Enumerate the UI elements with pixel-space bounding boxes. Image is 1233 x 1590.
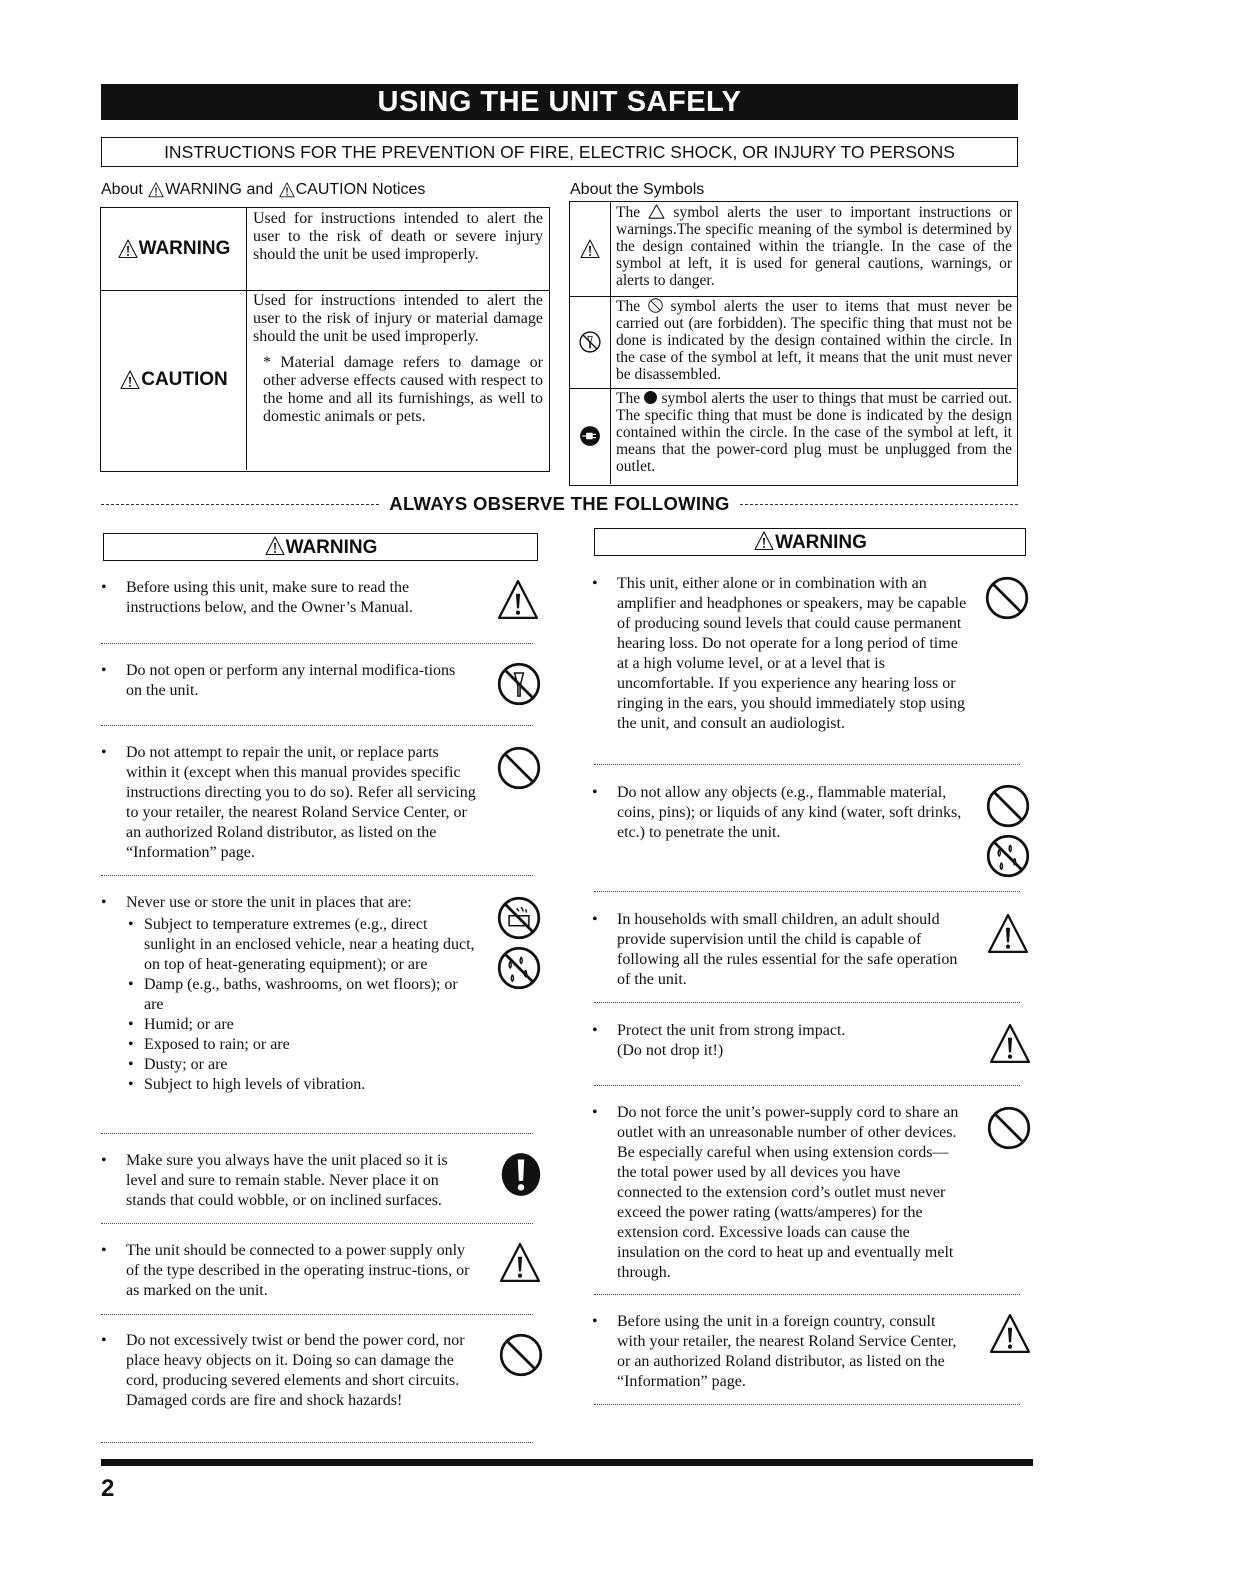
symbol-mandatory-row bbox=[570, 388, 1017, 484]
places-item: • Dusty; or are bbox=[126, 1055, 476, 1075]
triangle-icon bbox=[648, 204, 665, 219]
bullet: • bbox=[101, 579, 107, 596]
symbol-prohibit-pre: The bbox=[616, 298, 641, 315]
left-item-4-text: Never use or store the unit in places that are: bbox=[126, 894, 412, 911]
places-item: • Damp (e.g., baths, washrooms, on wet floors); or are bbox=[126, 975, 476, 1015]
left-item-5 bbox=[101, 1151, 546, 1216]
symbol-triangle-post: symbol alerts the user to important instructions or warnings.The specific meaning of the symbol is determined by the design contained within the triangle. In the case of the symbol at left, it is used for general cautions, warnings, or alerts to danger. bbox=[616, 204, 1013, 289]
left-item-6 bbox=[101, 1241, 546, 1306]
right-item-1-text: This unit, either alone or in combination with an amplifier and headphones or speakers, may be capable of producing sound levels that could cause permanent hearing loss. Do not operate for a long period of time at a high volume level, or at a level that is uncomfortable. If you experience any hearing loss or ringing in the ears, you should immediately stop using the unit, and consult an audiologist. bbox=[617, 575, 967, 732]
symbol-triangle-cell bbox=[570, 202, 611, 296]
right-item-1 bbox=[592, 574, 1037, 759]
prohibition-icon bbox=[987, 1106, 1031, 1150]
bullet: • bbox=[101, 744, 107, 761]
warning-triangle-icon bbox=[753, 531, 775, 551]
separator bbox=[594, 764, 1020, 765]
no-heat-sunlight-icon bbox=[497, 896, 541, 940]
footer-rule bbox=[101, 1459, 1033, 1466]
right-item-3 bbox=[592, 910, 1037, 995]
caution-triangle-icon bbox=[278, 182, 296, 198]
bullet: • bbox=[101, 662, 107, 679]
notice-caution-row bbox=[101, 290, 549, 470]
prohibition-icon bbox=[499, 1333, 543, 1377]
subtitle: INSTRUCTIONS FOR THE PREVENTION OF FIRE, ELECTRIC SHOCK, OR INJURY TO PERSONS bbox=[101, 137, 1018, 167]
bullet: • bbox=[101, 894, 107, 911]
no-disassembly-icon bbox=[497, 662, 541, 706]
caution-triangle-icon bbox=[987, 1313, 1033, 1355]
left-item-1-text: Before using this unit, make sure to read the instructions below, and the Owner’s Manual. bbox=[126, 579, 414, 616]
right-item-2 bbox=[592, 783, 1037, 848]
about-warning: WARNING bbox=[165, 181, 242, 198]
symbol-mandatory-pre: The bbox=[616, 390, 641, 407]
prohibition-icon bbox=[986, 784, 1030, 828]
about-notices-label bbox=[101, 181, 425, 199]
unplug-icon bbox=[579, 425, 601, 447]
separator bbox=[594, 891, 1020, 892]
separator bbox=[101, 1442, 533, 1443]
symbol-mandatory-post: symbol alerts the user to things that must be carried out. The specific thing that must be done is indicated by the design contained within the circle. In the case of the symbol at left, it means that the power-cord plug must be unplugged from the outlet. bbox=[616, 390, 1012, 475]
mandatory-icon bbox=[499, 1151, 543, 1198]
right-item-4 bbox=[592, 1021, 1037, 1066]
right-item-4-text: Protect the unit from strong impact. (Do not drop it!) bbox=[617, 1022, 846, 1059]
left-item-7 bbox=[101, 1331, 546, 1436]
caution-triangle-icon bbox=[119, 370, 141, 390]
left-warning-header bbox=[103, 533, 538, 561]
separator bbox=[594, 1002, 1020, 1003]
separator bbox=[101, 725, 533, 726]
right-item-5 bbox=[592, 1103, 1037, 1288]
bullet: • bbox=[592, 784, 598, 801]
left-item-4-body bbox=[126, 893, 476, 1095]
separator bbox=[101, 875, 533, 876]
left-item-4 bbox=[101, 893, 546, 1125]
symbol-mandatory-cell bbox=[570, 388, 611, 484]
left-item-6-text: The unit should be connected to a power supply only of the type described in the operating instruc-tions, or as marked on the unit. bbox=[126, 1242, 470, 1299]
places-item: • Humid; or are bbox=[126, 1015, 476, 1035]
symbol-triangle-text bbox=[616, 204, 1012, 289]
observe-divider bbox=[101, 492, 1018, 516]
prohibition-icon bbox=[648, 298, 663, 313]
dash-line-right bbox=[740, 504, 1018, 505]
prohibition-icon bbox=[497, 746, 541, 790]
places-item: • Subject to high levels of vibration. bbox=[126, 1075, 476, 1095]
right-item-3-text: In households with small children, an adult should provide supervision until the child is capable of following all the rules essential for the safe operation of the unit. bbox=[617, 911, 958, 988]
bullet: • bbox=[592, 1022, 598, 1039]
left-warning-header-text: WARNING bbox=[285, 537, 378, 558]
symbol-prohibit-cell bbox=[570, 296, 611, 388]
right-warning-header bbox=[594, 528, 1026, 556]
left-item-7-text: Do not excessively twist or bend the power cord, nor place heavy objects on it. Doing so can damage the cord, producing severed elements and short circuits. Damaged cords are fire and shock hazards! bbox=[126, 1332, 465, 1409]
about-and: and bbox=[246, 181, 274, 198]
symbol-triangle-row bbox=[570, 202, 1017, 297]
left-item-1 bbox=[101, 578, 546, 623]
no-liquids-icon bbox=[986, 834, 1030, 878]
notice-caution-text: Used for instructions intended to alert the user to the risk of injury or material damage should the unit be used improperly. bbox=[253, 292, 543, 345]
page-number: 2 bbox=[101, 1475, 115, 1502]
dash-line-left bbox=[101, 504, 379, 505]
bullet: • bbox=[101, 1152, 107, 1169]
symbol-prohibit-post: symbol alerts the user to items that must never be carried out (are forbidden). The specific thing that must not be done is indicated by the design contained within the circle. In the case of the symbol at left, it means that the unit must never be disassembled. bbox=[616, 298, 1013, 383]
notice-warning-row bbox=[101, 208, 549, 291]
about-caution: CAUTION bbox=[295, 181, 368, 198]
separator bbox=[594, 1085, 1020, 1086]
warning-triangle-icon bbox=[147, 182, 165, 198]
no-disassembly-icon bbox=[579, 331, 601, 353]
right-item-6 bbox=[592, 1312, 1037, 1397]
separator bbox=[101, 643, 533, 644]
caution-triangle-icon bbox=[497, 1242, 543, 1284]
symbols-table bbox=[569, 201, 1018, 486]
notice-caution-label bbox=[101, 290, 247, 470]
right-item-5-text: Do not force the unit’s power-supply cord to share an outlet with an unreasonable number of other devices. Be especially careful when using extension cords—the total power used by all devices you have connected to the extension cord’s outlet must never exceed the power rating (watts/amperes) for the extension cord. Excessive loads can cause the insulation on the cord to heat up and eventually melt through. bbox=[617, 1104, 959, 1281]
notice-warning-text: Used for instructions intended to alert the user to the risk of death or severe injury should the unit be used improperly. bbox=[253, 210, 543, 263]
symbol-mandatory-text bbox=[616, 390, 1012, 475]
separator bbox=[101, 1223, 533, 1224]
observe-heading: ALWAYS OBSERVE THE FOLLOWING bbox=[389, 493, 730, 514]
about-symbols-label: About the Symbols bbox=[570, 181, 705, 198]
warning-triangle-icon bbox=[264, 536, 286, 556]
warning-label-text: WARNING bbox=[138, 238, 231, 259]
caution-label-text: CAUTION bbox=[141, 369, 228, 390]
separator bbox=[101, 1314, 533, 1315]
bullet: • bbox=[592, 1313, 598, 1330]
warning-triangle-icon bbox=[579, 239, 601, 259]
prohibition-icon bbox=[985, 576, 1029, 620]
separator bbox=[594, 1404, 1020, 1405]
notices-table bbox=[100, 207, 550, 472]
bullet: • bbox=[592, 575, 598, 592]
places-item: • Subject to temperature extremes (e.g., direct sunlight in an enclosed vehicle, near a heating duct, on top of heat-generating equipment); or are bbox=[126, 915, 476, 975]
notice-caution-note: * Material damage refers to damage or other adverse effects caused with respect to the home and all its furnishings, as well to domestic animals or pets. bbox=[263, 354, 543, 425]
about-prefix: About bbox=[101, 181, 143, 198]
bullet: • bbox=[101, 1332, 107, 1349]
left-item-2 bbox=[101, 661, 546, 706]
left-item-3 bbox=[101, 743, 546, 868]
left-item-3-text: Do not attempt to repair the unit, or replace parts within it (except when this manual provides specific instructions directing you to do so). Refer all servicing to your retailer, the nearest Roland Service Center, or an authorized Roland distributor, as listed on the “Information” page. bbox=[126, 744, 476, 861]
symbol-prohibit-row bbox=[570, 296, 1017, 389]
left-item-2-text: Do not open or perform any internal modifica-tions on the unit. bbox=[126, 662, 456, 699]
bullet: • bbox=[101, 1242, 107, 1259]
separator bbox=[594, 1294, 1020, 1295]
about-suffix: Notices bbox=[372, 181, 426, 198]
right-item-2-text: Do not allow any objects (e.g., flammable material, coins, pins); or liquids of any kind (water, soft drinks, etc.) to penetrate the unit. bbox=[617, 784, 962, 841]
page-title: USING THE UNIT SAFELY bbox=[101, 84, 1018, 120]
right-item-6-text: Before using the unit in a foreign country, consult with your retailer, the nearest Roland Service Center, or an authorized Roland distributor, as listed on the “Information” page. bbox=[617, 1313, 957, 1390]
no-water-icon bbox=[497, 946, 541, 990]
separator bbox=[101, 1133, 533, 1134]
right-warning-header-text: WARNING bbox=[775, 532, 867, 553]
filled-circle-icon bbox=[644, 391, 657, 404]
left-item-5-text: Make sure you always have the unit placed so it is level and sure to remain stable. Never place it on stands that could wobble, or on inclined surfaces. bbox=[126, 1152, 448, 1209]
bullet: • bbox=[592, 1104, 598, 1121]
caution-triangle-icon bbox=[985, 913, 1031, 955]
places-list bbox=[126, 915, 476, 1095]
symbol-triangle-pre: The bbox=[616, 204, 641, 221]
notice-caution-body bbox=[253, 292, 543, 426]
warning-triangle-icon bbox=[117, 239, 139, 259]
places-item: • Exposed to rain; or are bbox=[126, 1035, 476, 1055]
symbol-prohibit-text bbox=[616, 298, 1012, 383]
notice-warning-label bbox=[101, 208, 247, 290]
caution-triangle-icon bbox=[987, 1023, 1033, 1065]
bullet: • bbox=[592, 911, 598, 928]
caution-triangle-icon bbox=[495, 579, 541, 621]
